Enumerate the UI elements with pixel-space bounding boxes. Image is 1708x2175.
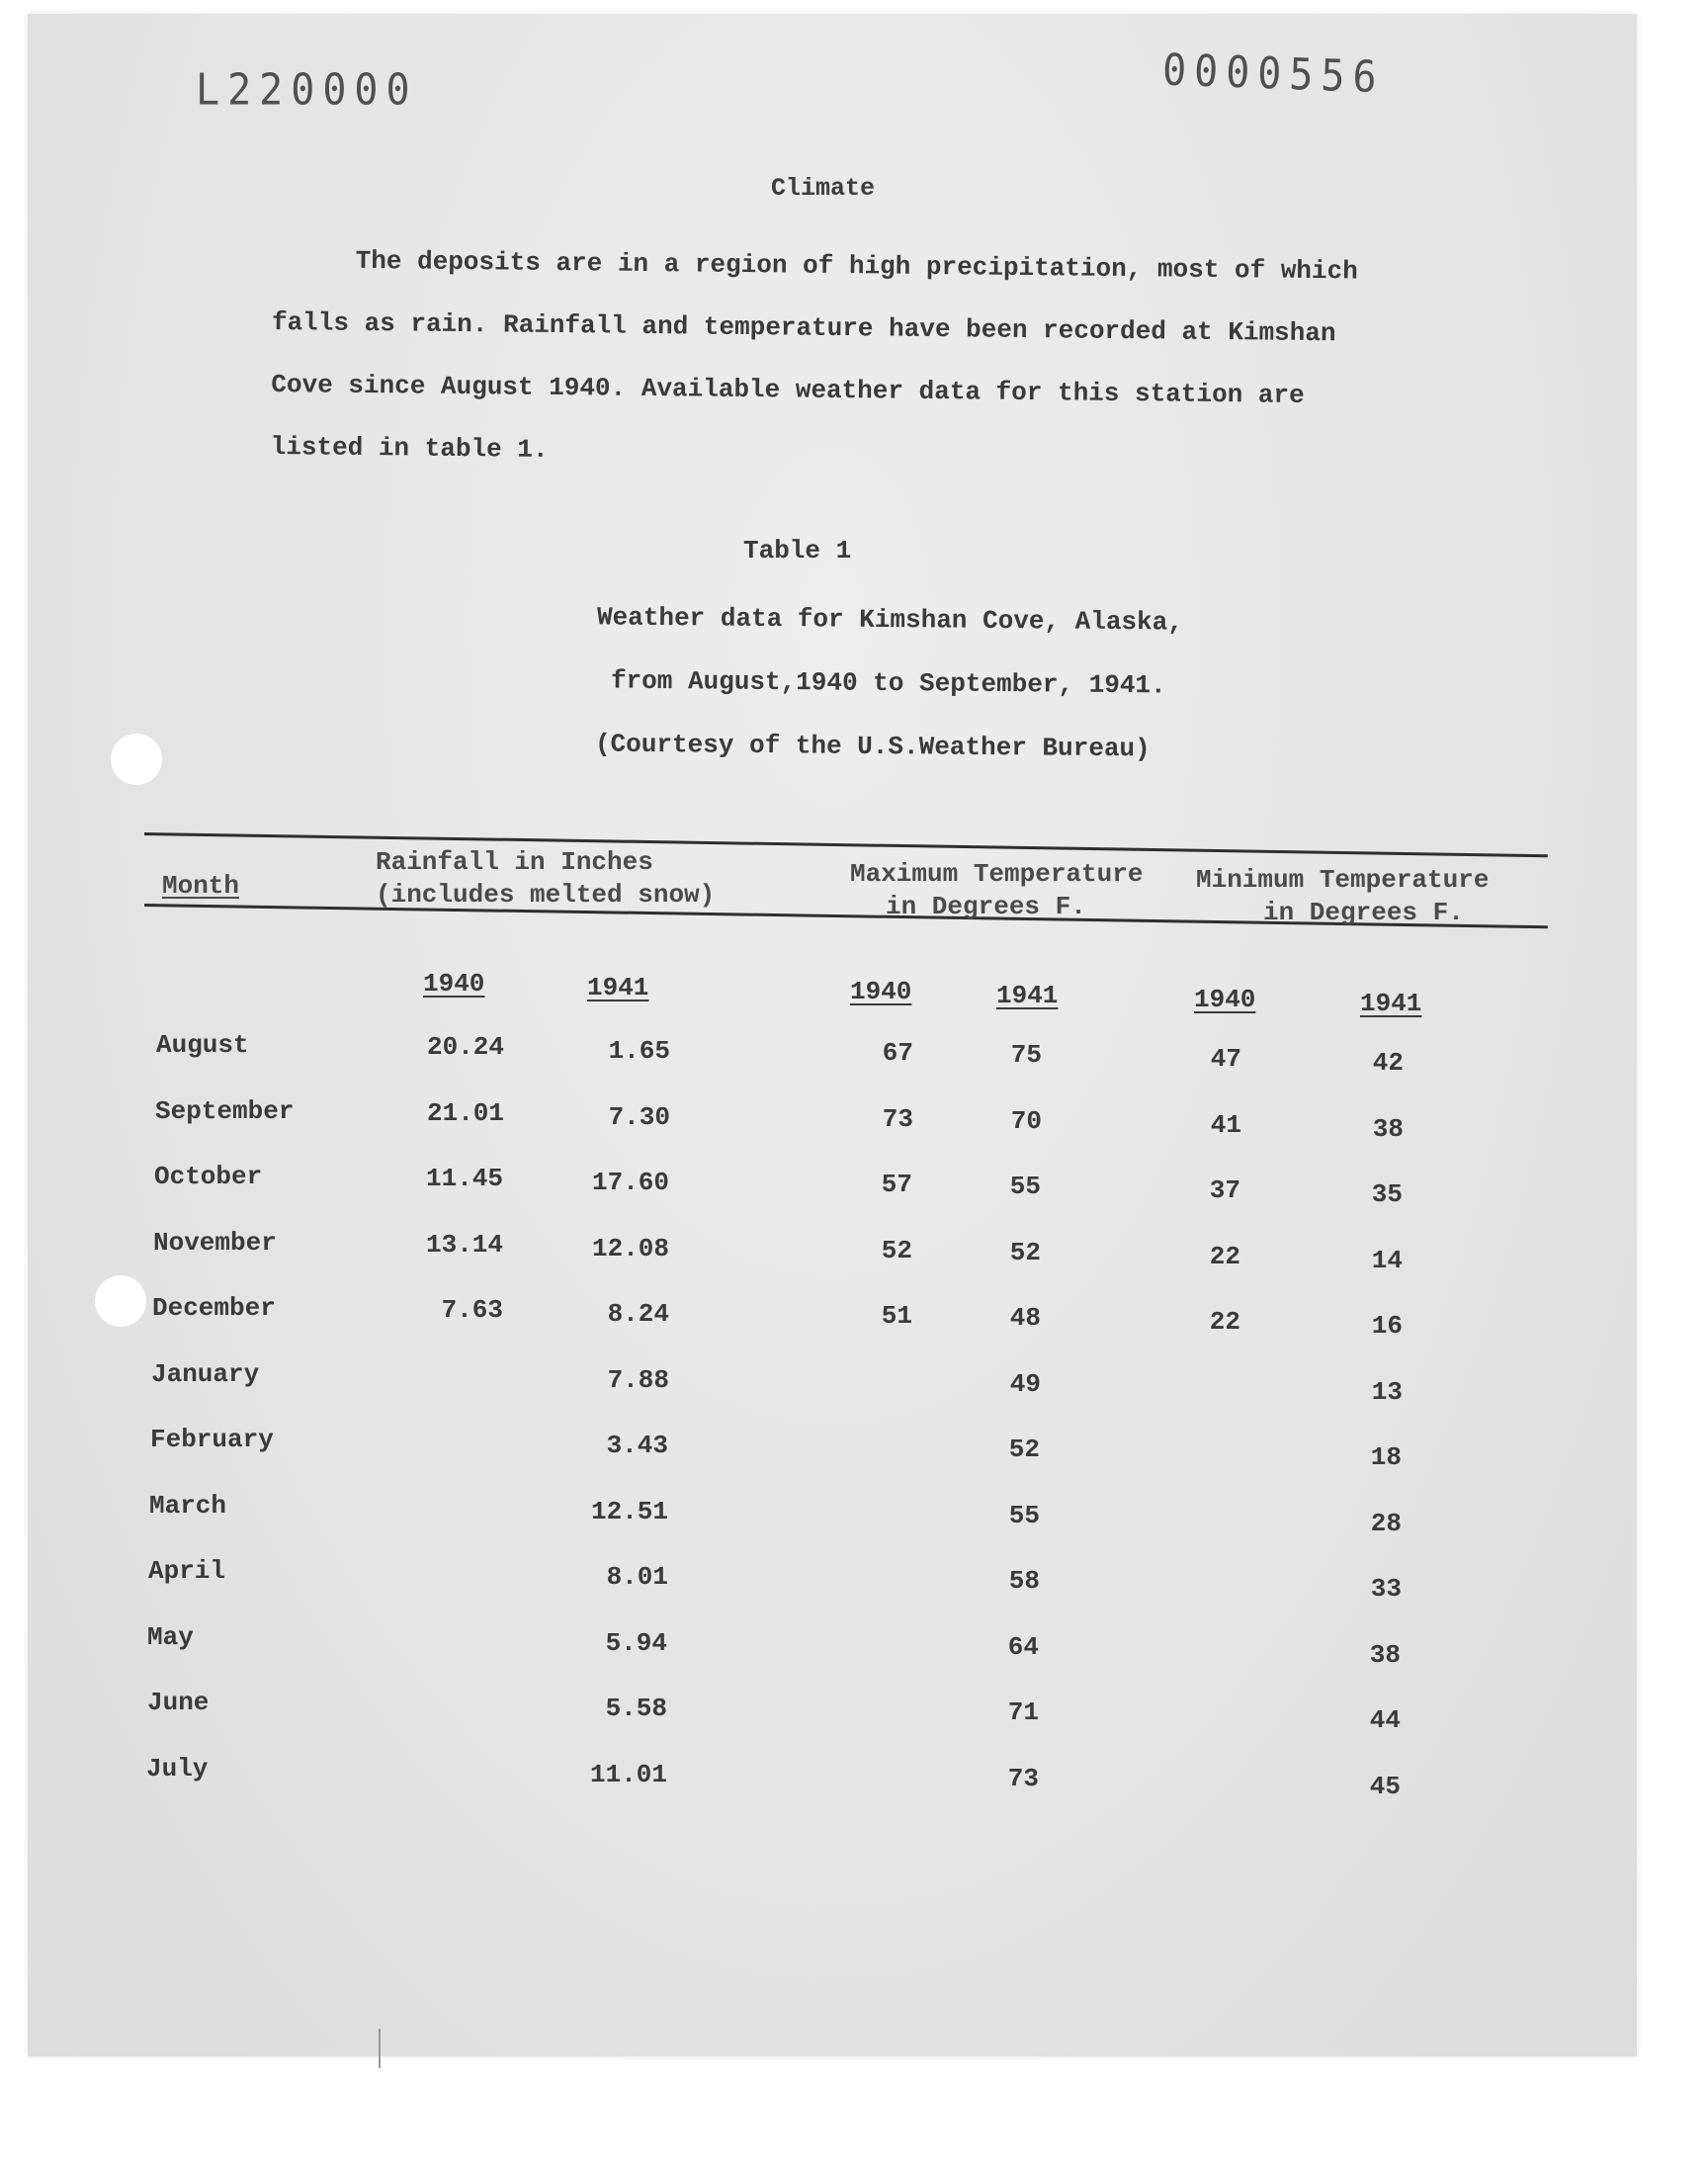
table-cell-min1941: 38 — [1369, 1639, 1401, 1670]
table-cell-min1940: 22 — [1209, 1241, 1240, 1271]
page-stamp-right: 0000556 — [1161, 44, 1386, 104]
month-label: July — [146, 1753, 209, 1784]
table-cell-min1940: 47 — [1210, 1044, 1241, 1074]
table-cell-max1941: 75 — [1010, 1040, 1042, 1070]
header-rainfall — [376, 846, 715, 912]
month-label: December — [152, 1293, 276, 1323]
year-min-1941: 1941 — [1360, 989, 1422, 1018]
table-cell-min1940: 41 — [1210, 1109, 1241, 1140]
table-cell-rain1941: 12.08 — [591, 1233, 669, 1263]
month-label: March — [149, 1490, 227, 1521]
year-rain-1941: 1941 — [587, 973, 649, 1002]
month-label: June — [147, 1688, 210, 1717]
header-max-temp — [850, 858, 1143, 923]
table-cell-min1940: 22 — [1209, 1307, 1240, 1337]
table-cell-max1941: 55 — [1009, 1172, 1041, 1201]
year-max-1940: 1940 — [850, 977, 912, 1006]
table-cell-rain1940: 20.24 — [426, 1032, 504, 1062]
page-stamp-left: L220000 — [196, 64, 418, 116]
table-cell-min1941: 35 — [1371, 1179, 1403, 1209]
table-cell-rain1941: 7.30 — [608, 1101, 670, 1132]
header-max-line2: in Degrees F. — [886, 892, 1086, 921]
table-cell-max1941: 70 — [1010, 1105, 1042, 1136]
table-cell-rain1941: 1.65 — [608, 1036, 670, 1066]
table-cell-rain1941: 5.94 — [605, 1627, 667, 1658]
table-cell-max1941: 52 — [1009, 1237, 1041, 1267]
table-cell-max1941: 58 — [1008, 1566, 1040, 1596]
year-rain-1940: 1940 — [423, 969, 485, 999]
table-cell-max1941: 52 — [1008, 1435, 1040, 1464]
table-cell-max1941: 48 — [1009, 1303, 1041, 1333]
table-cell-min1941: 28 — [1370, 1508, 1402, 1538]
table-cell-rain1941: 7.88 — [607, 1364, 669, 1395]
header-min-line2: in Degrees F. — [1263, 898, 1464, 927]
table-cell-max1940: 67 — [882, 1038, 913, 1068]
table-cell-min1941: 45 — [1369, 1771, 1401, 1801]
table-cell-rain1941: 3.43 — [606, 1431, 668, 1460]
year-min-1940: 1940 — [1194, 985, 1256, 1014]
table-cell-max1941: 49 — [1009, 1368, 1041, 1399]
table-cell-min1941: 33 — [1370, 1574, 1402, 1604]
table-cell-min1941: 38 — [1372, 1113, 1404, 1144]
table-cell-min1941: 42 — [1372, 1048, 1404, 1078]
table-cell-max1941: 64 — [1007, 1631, 1039, 1662]
table-cell-rain1940: 13.14 — [425, 1229, 503, 1260]
table-cell-rain1941: 8.01 — [606, 1562, 668, 1592]
table-cell-min1941: 14 — [1371, 1245, 1403, 1275]
header-rainfall-line2: (includes melted snow) — [376, 880, 716, 910]
month-label: January — [151, 1358, 260, 1389]
table-cell-max1940: 73 — [882, 1103, 913, 1134]
table-cell-min1940: 37 — [1209, 1175, 1240, 1205]
month-label: September — [155, 1095, 295, 1126]
table-cell-rain1941: 5.58 — [605, 1694, 667, 1723]
year-max-1941: 1941 — [996, 981, 1059, 1010]
table-cell-max1940: 51 — [881, 1301, 912, 1331]
table-cell-rain1941: 8.24 — [607, 1299, 669, 1329]
table-cell-rain1941: 11.01 — [589, 1759, 667, 1789]
table-caption-line: from August,1940 to September, 1941. — [610, 665, 1166, 701]
table-cell-rain1941: 17.60 — [591, 1168, 669, 1197]
table-cell-max1941: 71 — [1007, 1697, 1039, 1727]
header-min-line1: Minimum Temperature — [1196, 865, 1490, 895]
table-cell-rain1941: 12.51 — [590, 1496, 668, 1526]
month-label: February — [150, 1425, 274, 1454]
table-cell-rain1940: 7.63 — [441, 1295, 503, 1325]
table-cell-rain1940: 21.01 — [426, 1097, 504, 1128]
table-top-rule — [144, 832, 1548, 857]
header-rainfall-line1: Rainfall in Inches — [376, 847, 653, 877]
table-cell-min1941: 44 — [1369, 1705, 1401, 1735]
header-max-line1: Maximum Temperature — [850, 859, 1144, 889]
table-cell-max1940: 57 — [881, 1170, 912, 1199]
table-cell-rain1940: 11.45 — [425, 1164, 503, 1193]
header-month: Month — [162, 871, 240, 901]
table-cell-max1940: 52 — [881, 1235, 912, 1265]
body-paragraph: The deposits are in a region of high precipitation, most of which falls as rain. Rainfall and temperature have been recorded at Kimshan Cove since August 1940. Available weather data for this station are listed in table 1. — [270, 245, 1358, 465]
month-label: April — [148, 1556, 226, 1586]
month-label: October — [154, 1162, 263, 1191]
table-caption-line: (Courtesy of the U.S.Weather Bureau) — [594, 729, 1151, 764]
table-cell-min1941: 18 — [1370, 1442, 1402, 1472]
table-cell-min1941: 16 — [1371, 1311, 1403, 1341]
month-label: August — [156, 1030, 249, 1060]
table-cell-max1941: 55 — [1008, 1500, 1040, 1530]
table-cell-max1941: 73 — [1007, 1763, 1039, 1793]
month-label: May — [147, 1621, 194, 1652]
table-label: Table 1 — [743, 536, 852, 566]
section-heading: Climate — [771, 174, 876, 203]
table-cell-min1941: 13 — [1371, 1376, 1403, 1407]
header-min-temp — [1196, 864, 1489, 929]
table-caption-line: Weather data for Kimshan Cove, Alaska, — [596, 602, 1184, 638]
month-label: November — [153, 1227, 277, 1258]
